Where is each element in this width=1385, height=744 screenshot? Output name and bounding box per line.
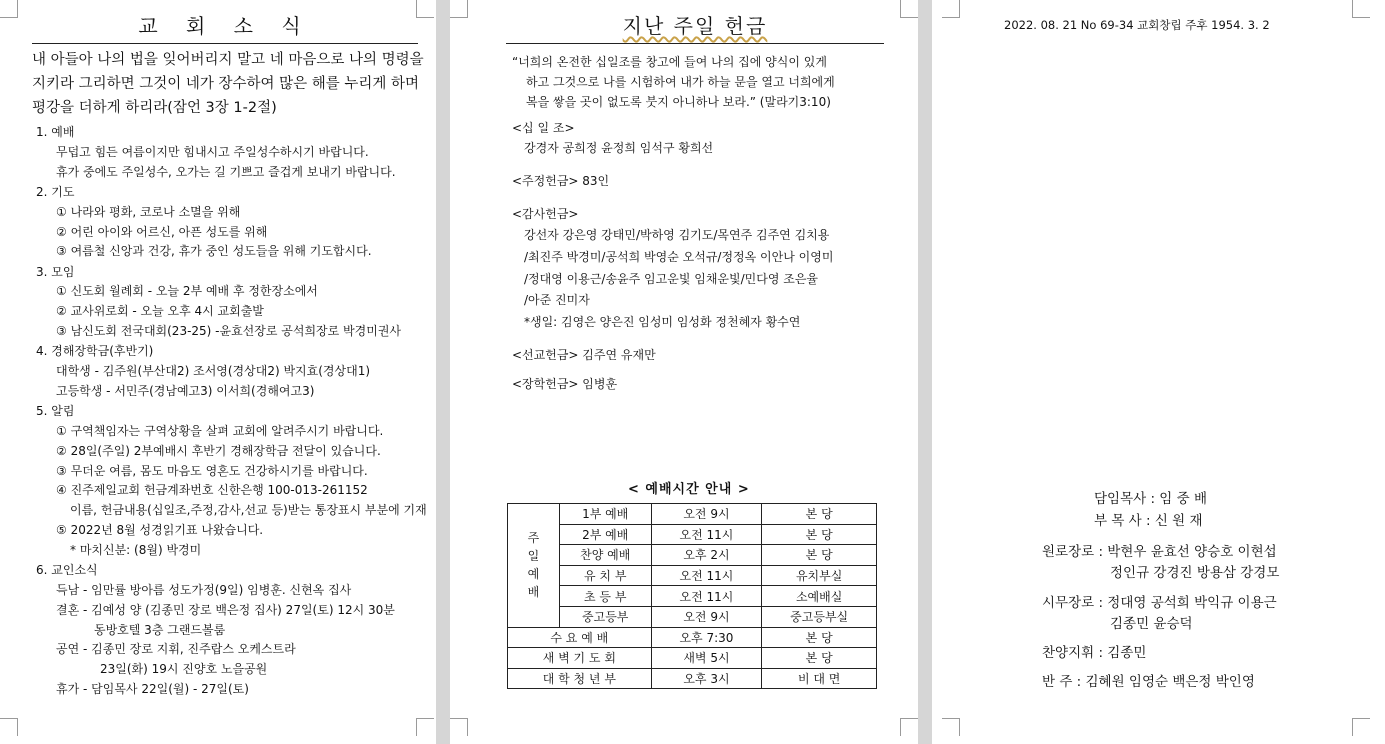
staff-row	[1110, 613, 1193, 635]
staff-row	[1110, 562, 1279, 584]
staff-role: 반 주 :	[1042, 674, 1086, 690]
crop-mark	[900, 718, 918, 736]
crop-mark	[450, 0, 468, 18]
service-name: 1부 예배	[559, 504, 651, 525]
service-name: 대 학 청 년 부	[508, 668, 652, 689]
offering-category: <선교헌금> 김주연 유재만	[512, 348, 656, 362]
service-name: 2부 예배	[559, 524, 651, 545]
page-offering	[450, 0, 918, 744]
news-item: 대학생 - 김주원(부산대2) 조서영(경상대2) 박지효(경상대1)	[56, 364, 371, 379]
staff-row	[1042, 642, 1146, 664]
page-gap	[436, 0, 450, 744]
staff-role: 원로장로 :	[1042, 544, 1108, 560]
service-time: 오후 2시	[651, 545, 762, 566]
service-place: 비 대 면	[762, 668, 877, 689]
staff-role: 부 목 사 :	[1094, 513, 1155, 529]
news-item: ① 신도회 월례회 - 오늘 2부 예배 후 정한장소에서	[56, 284, 318, 299]
schedule-row	[508, 545, 877, 566]
news-item: ② 교사위로회 - 오늘 오후 4시 교회출발	[56, 304, 264, 319]
crop-mark	[416, 0, 434, 18]
offering-names: 강선자 강은영 강태민/박하영 김기도/목연주 김주연 김치용	[524, 228, 830, 242]
crop-mark	[0, 718, 18, 736]
page-title-text: 지난 주일 헌금	[622, 14, 768, 38]
news-item: 공연 - 김종민 장로 지휘, 진주랍스 오케스트라	[56, 642, 296, 657]
page-church-news	[0, 0, 436, 744]
crop-mark	[1352, 718, 1370, 736]
section-heading: 4. 경해장학금(후반기)	[36, 344, 154, 359]
service-place: 유치부실	[762, 565, 877, 586]
news-item: * 마치신분: (8월) 박경미	[70, 542, 202, 557]
offering-category: <십 일 조>	[512, 121, 575, 135]
crop-mark	[450, 718, 468, 736]
news-item: 득남 - 임만률 방아름 성도가정(9일) 임병훈. 신현옥 집사	[56, 582, 352, 597]
news-item: ① 나라와 평화, 코로나 소멸을 위해	[56, 204, 241, 219]
service-place: 본 당	[762, 648, 877, 669]
service-place: 중고등부실	[762, 606, 877, 627]
crop-mark	[942, 0, 960, 18]
staff-names: 정인규 강경진 방용삼 강경모	[1110, 565, 1280, 581]
schedule-row	[508, 648, 877, 669]
news-item: ⑤ 2022년 8월 성경읽기표 나왔습니다.	[56, 523, 264, 537]
crop-mark	[942, 718, 960, 736]
worship-schedule-table	[507, 503, 877, 689]
staff-row	[1094, 488, 1207, 510]
service-name: 중고등부	[559, 606, 651, 627]
service-place: 소예배실	[762, 586, 877, 607]
schedule-row	[508, 586, 877, 607]
news-item: ② 어린 아이와 어르신, 아픈 성도를 위해	[56, 224, 268, 239]
crop-mark	[900, 0, 918, 18]
page-title	[506, 10, 884, 44]
offering-names: /정대영 이용근/송윤주 임고운빛 임채운빛/민다영 조은율	[524, 272, 819, 286]
staff-names: 임 중 배	[1159, 491, 1208, 507]
offering-names: *생일: 김영은 양은진 임성미 임성화 정천혜자 황수연	[524, 315, 801, 329]
staff-role: 시무장로 :	[1042, 595, 1108, 611]
staff-names: 신 원 재	[1154, 513, 1203, 529]
news-item: ③ 무더운 여름, 몸도 마음도 영혼도 건강하시기를 바랍니다.	[56, 463, 368, 478]
schedule-row	[508, 524, 877, 545]
offering-names: /아준 진미자	[524, 293, 590, 307]
service-name: 수 요 예 배	[508, 627, 652, 648]
news-item: 동방호텔 3층 그랜드볼룸	[94, 622, 226, 637]
service-place: 본 당	[762, 545, 877, 566]
service-time: 오후 3시	[651, 668, 762, 689]
news-item: ③ 남신도회 전국대회(23-25) -윤효선장로 공석희장로 박경미권사	[56, 324, 402, 338]
news-item: ③ 여름철 신앙과 건강, 휴가 중인 성도들을 위해 기도합시다.	[56, 244, 372, 259]
service-name: 찬양 예배	[559, 545, 651, 566]
section-heading: 3. 모임	[36, 264, 75, 279]
offering-names: 강경자 공희정 윤정희 임석구 황희선	[524, 141, 714, 155]
service-time: 새벽 5시	[651, 648, 762, 669]
staff-names: 정대영 공석희 박익규 이용근	[1107, 595, 1277, 611]
service-time: 오전 11시	[651, 565, 762, 586]
schedule-title: < 예배시간 안내 >	[628, 482, 750, 497]
service-time: 오전 11시	[651, 524, 762, 545]
service-time: 오전 9시	[651, 504, 762, 525]
schedule-row	[508, 504, 877, 525]
schedule-row	[508, 668, 877, 689]
section-heading: 5. 알림	[36, 404, 75, 419]
crop-mark	[0, 0, 18, 18]
staff-row	[1042, 671, 1255, 693]
staff-role: 찬양지휘 :	[1042, 645, 1108, 661]
schedule-row	[508, 606, 877, 627]
news-item: ② 28일(주일) 2부예배시 후반기 경해장학금 전달이 있습니다.	[56, 443, 381, 458]
quote-line: “너희의 온전한 십일조를 창고에 들여 나의 집에 양식이 있게	[512, 55, 827, 69]
staff-row	[1094, 510, 1203, 532]
news-item: 23일(화) 19시 진양호 노을공원	[100, 662, 268, 677]
quote-line: 하고 그것으로 나를 시험하여 내가 하늘 문을 열고 너희에게	[526, 75, 835, 89]
offering-category: <주정헌금> 83인	[512, 174, 610, 188]
offering-category: <장학헌금> 임병훈	[512, 377, 618, 391]
section-heading: 6. 교인소식	[36, 563, 98, 578]
section-heading: 2. 기도	[36, 184, 75, 199]
news-item: ④ 진주제일교회 헌금계좌번호 신한은행 100-013-261152	[56, 483, 368, 498]
bulletin-header: 2022. 08. 21 No 69-34 교회창립 주후 1954. 3. 2	[1004, 18, 1270, 32]
news-item: 무덥고 힘든 여름이지만 힘내시고 주일성수하시기 바랍니다.	[56, 144, 369, 159]
page-gap	[918, 0, 932, 744]
section-heading: 1. 예배	[36, 125, 75, 139]
service-time: 오후 7:30	[651, 627, 762, 648]
crop-mark	[416, 718, 434, 736]
schedule-row	[508, 565, 877, 586]
service-name: 초 등 부	[559, 586, 651, 607]
staff-names: 김종민 윤승덕	[1110, 616, 1193, 632]
news-item: 이름, 헌금내용(십일조,주정,감사,선교 등)받는 통장표시 부분에 기재	[70, 503, 427, 518]
staff-names: 박현우 윤효선 양승호 이현섭	[1107, 544, 1277, 560]
news-item: ① 구역책임자는 구역상황을 살펴 교회에 알려주시기 바랍니다.	[56, 424, 384, 438]
service-name: 새 벽 기 도 회	[508, 648, 652, 669]
service-place: 본 당	[762, 504, 877, 525]
staff-names: 김종민	[1107, 645, 1147, 661]
staff-role: 담임목사 :	[1094, 491, 1160, 507]
quote-line: 복을 쌓을 곳이 없도록 붓지 아니하나 보라.” (말라기3:10)	[526, 95, 831, 109]
crop-mark	[1352, 0, 1370, 18]
schedule-row	[508, 627, 877, 648]
news-item: 고등학생 - 서민주(경남예고3) 이서희(경해여고3)	[56, 383, 315, 398]
scripture-verse: 내 아들아 나의 법을 잊어버리지 말고 네 마음으로 나의 명령을 지키라 그리하면 그것이 네가 장수하여 많은 해를 누리게 하며 평강을 더하게 하리라(잠언 3장 1-2절)	[32, 52, 424, 116]
schedule-group-label: 주 일 예 배	[508, 504, 560, 628]
service-time: 오전 11시	[651, 586, 762, 607]
news-item: 결혼 - 김예성 양 (김종민 장로 백은정 집사) 27일(토) 12시 30분	[56, 602, 395, 617]
news-item: 휴가 - 담임목사 22일(월) - 27일(토)	[56, 681, 249, 696]
staff-names: 김혜원 임영순 백은정 박인영	[1085, 674, 1255, 690]
offering-names: /최진주 박경미/공석희 박영순 오석규/정정옥 이안나 이영미	[524, 250, 834, 264]
page-title: 교 회 소 식	[32, 10, 418, 44]
offering-category: <감사헌금>	[512, 207, 579, 221]
news-item: 휴가 중에도 주일성수, 오가는 길 기쁘고 즐겁게 보내기 바랍니다.	[56, 164, 396, 179]
service-time: 오전 9시	[651, 606, 762, 627]
staff-row	[1042, 592, 1277, 614]
page-staff	[932, 0, 1385, 744]
service-name: 유 치 부	[559, 565, 651, 586]
staff-row	[1042, 541, 1277, 563]
service-place: 본 당	[762, 524, 877, 545]
service-place: 본 당	[762, 627, 877, 648]
